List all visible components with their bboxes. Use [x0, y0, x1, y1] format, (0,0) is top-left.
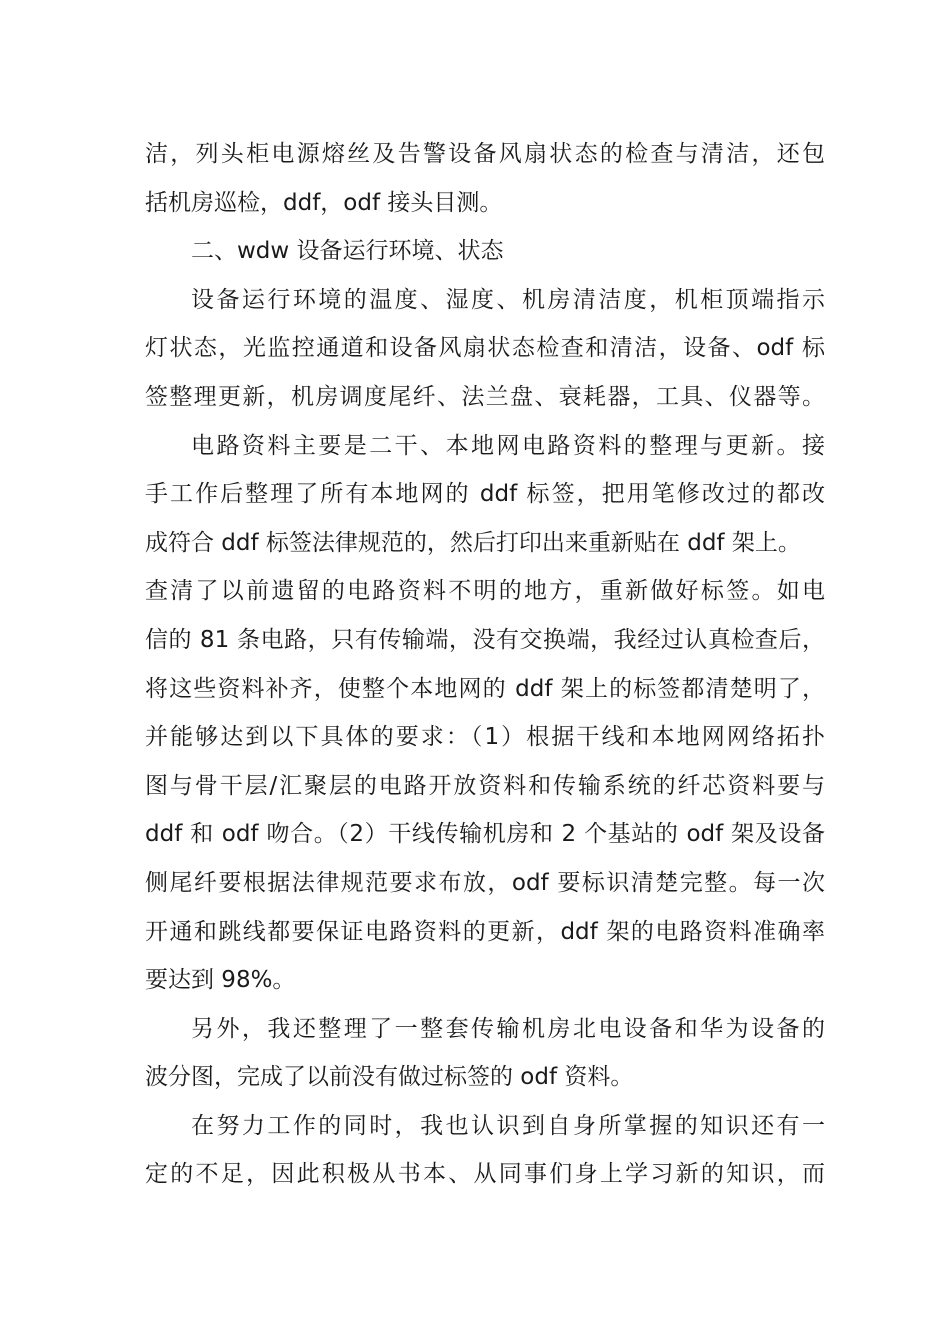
text-line: 电路资料主要是二干、本地网电路资料的整理与更新。接: [191, 432, 825, 459]
text-line: 签整理更新，机房调度尾纤、法兰盘、衰耗器，工具、仪器等。: [145, 383, 825, 410]
text-line: 波分图，完成了以前没有做过标签的 odf 资料。: [145, 1064, 634, 1091]
text-line: 灯状态，光监控通道和设备风扇状态检查和清洁，设备、odf 标: [145, 335, 825, 362]
text-line: 设备运行环境的温度、湿度、机房清洁度，机柜顶端指示: [191, 286, 825, 313]
text-line: ddf 和 odf 吻合。（2）干线传输机房和 2 个基站的 odf 架及设备: [145, 821, 825, 848]
text-line: 洁，列头柜电源熔丝及告警设备风扇状态的检查与清洁，还包: [145, 141, 825, 167]
text-line: 要达到 98%。: [145, 967, 296, 994]
text-line: 信的 81 条电路，只有传输端，没有交换端，我经过认真检查后，: [145, 626, 825, 653]
text-line: 括机房巡检，ddf，odf 接头目测。: [145, 189, 503, 216]
text-line: 在努力工作的同时，我也认识到自身所掌握的知识还有一: [191, 1112, 825, 1139]
text-line: 查清了以前遗留的电路资料不明的地方，重新做好标签。如电: [145, 578, 825, 605]
text-line: 图与骨干层/汇聚层的电路开放资料和传输系统的纤芯资料要与: [145, 772, 825, 799]
text-line: 开通和跳线都要保证电路资料的更新，ddf 架的电路资料准确率: [145, 918, 825, 945]
document-body: [145, 130, 825, 1199]
text-line: 将这些资料补齐，使整个本地网的 ddf 架上的标签都清楚明了，: [145, 675, 825, 702]
text-line: 定的不足，因此积极从书本、从同事们身上学习新的知识，而: [145, 1161, 825, 1188]
section-heading: 二、wdw 设备运行环境、状态: [191, 238, 504, 265]
text-line: 成符合 ddf 标签法律规范的，然后打印出来重新贴在 ddf 架上。: [145, 529, 801, 556]
text-line: 另外，我还整理了一整套传输机房北电设备和华为设备的: [191, 1015, 825, 1042]
text-line: 侧尾纤要根据法律规范要求布放，odf 要标识清楚完整。每一次: [145, 869, 825, 896]
text-line: 并能够达到以下具体的要求：（1）根据干线和本地网网络拓扑: [145, 724, 825, 751]
text-line: 手工作后整理了所有本地网的 ddf 标签，把用笔修改过的都改: [145, 481, 825, 508]
